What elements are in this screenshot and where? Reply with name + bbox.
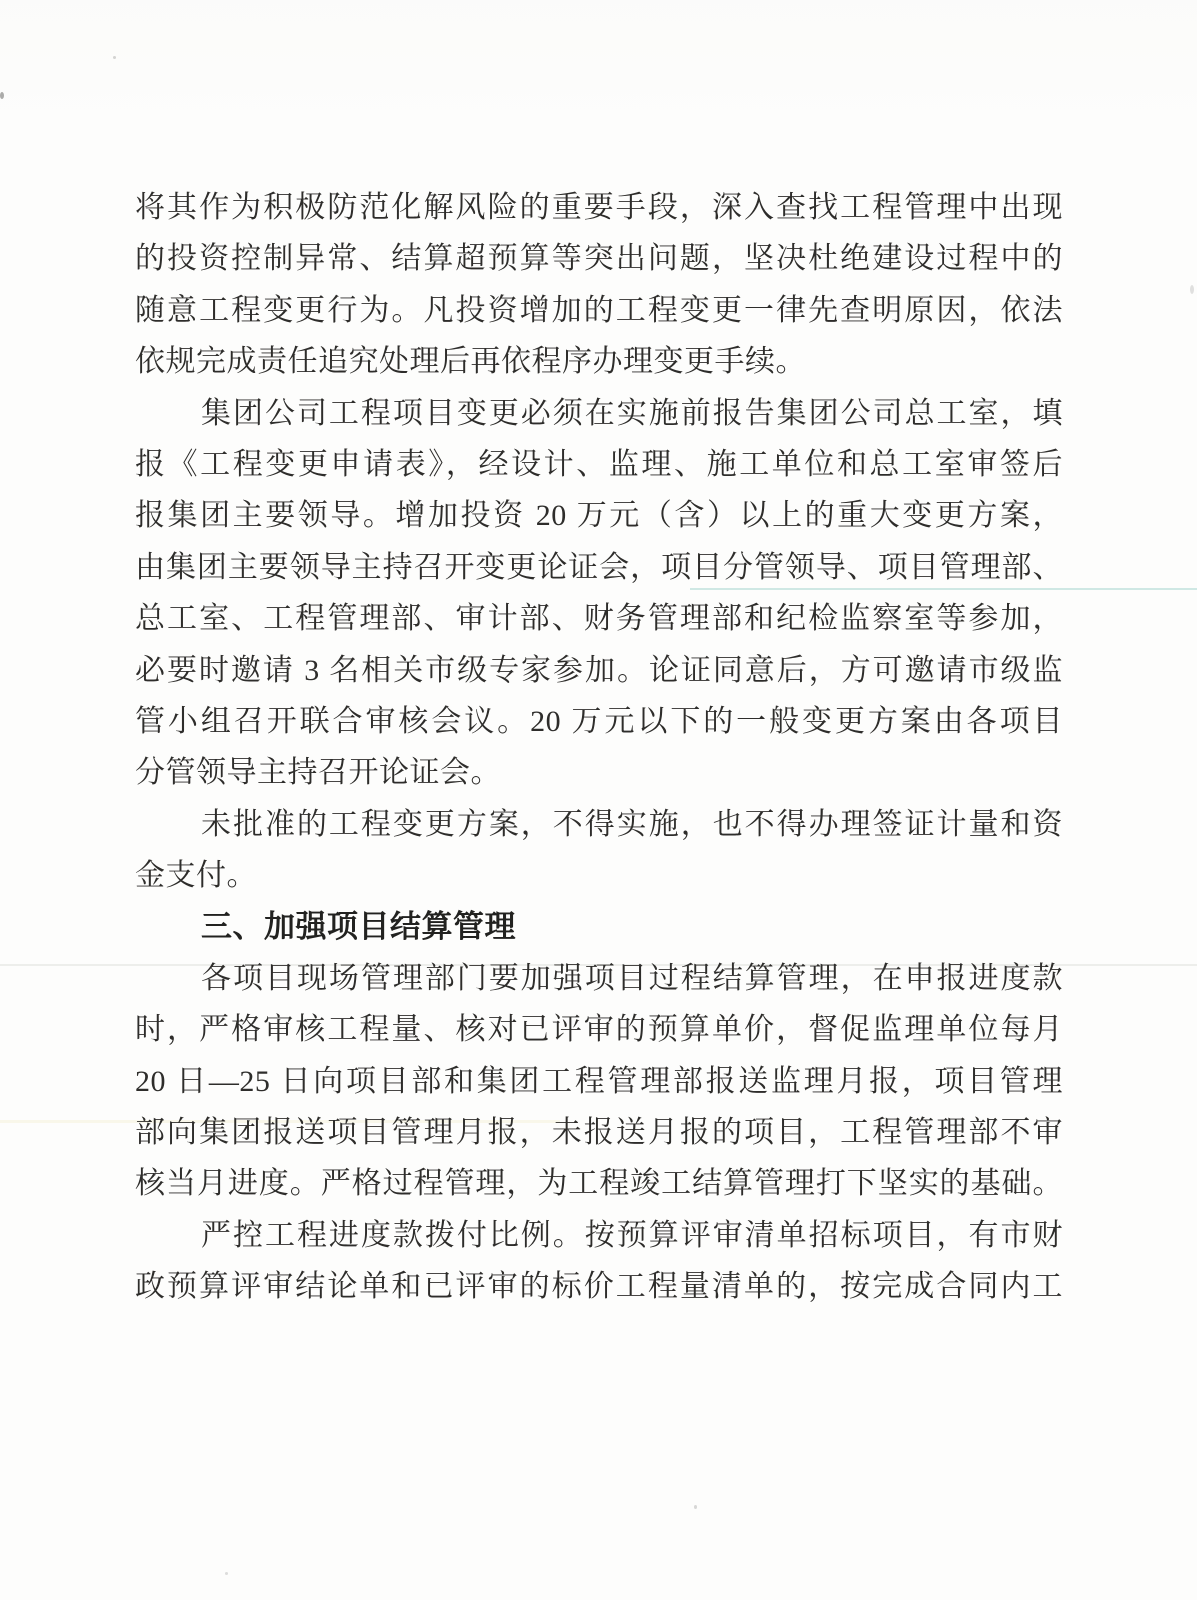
text-line: 管小组召开联合审核会议。20 万元以下的一般变更方案由各项目 <box>135 704 1063 738</box>
text-line: 总工室、工程管理部、审计部、财务管理部和纪检监察室等参加， <box>135 602 1063 636</box>
text-line: 部向集团报送项目管理月报，未报送月报的项目，工程管理部不审 <box>135 1116 1063 1150</box>
text-line: 报《工程变更申请表》，经设计、监理、施工单位和总工室审签后 <box>135 447 1063 481</box>
text-line: 依规完成责任追究处理后再依程序办理变更手续。 <box>135 345 806 379</box>
text-line: 严控工程进度款拨付比例。按预算评审清单招标项目，有市财 <box>201 1218 1063 1252</box>
text-line: 分管领导主持召开论证会。 <box>135 756 501 790</box>
text-line: 核当月进度。严格过程管理，为工程竣工结算管理打下坚实的基础。 <box>135 1167 1063 1201</box>
text-line: 将其作为积极防范化解风险的重要手段，深入查找工程管理中出现 <box>135 191 1063 224</box>
section-heading: 三、加强项目结算管理 <box>201 909 516 945</box>
scan-speck <box>1190 285 1194 294</box>
scan-speck <box>694 1505 697 1509</box>
scan-speck <box>225 1572 228 1575</box>
scan-speck <box>0 92 4 99</box>
text-line: 必要时邀请 3 名相关市级专家参加。论证同意后，方可邀请市级监 <box>135 653 1063 687</box>
text-line: 时，严格审核工程量、核对已评审的预算单价，督促监理单位每月 <box>135 1013 1063 1047</box>
text-line: 各项目现场管理部门要加强项目过程结算管理，在申报进度款 <box>201 961 1063 995</box>
text-line: 报集团主要领导。增加投资 20 万元（含）以上的重大变更方案， <box>135 499 1063 533</box>
text-line: 集团公司工程项目变更必须在实施前报告集团公司总工室，填 <box>201 396 1063 430</box>
text-line: 随意工程变更行为。凡投资增加的工程变更一律先查明原因，依法 <box>135 293 1063 327</box>
text-line: 政预算评审结论单和已评审的标价工程量清单的，按完成合同内工 <box>135 1270 1063 1304</box>
text-line: 的投资控制异常、结算超预算等突出问题，坚决杜绝建设过程中的 <box>135 242 1063 276</box>
text-line: 未批准的工程变更方案，不得实施，也不得办理签证计量和资 <box>201 807 1063 841</box>
scan-speck <box>113 56 116 59</box>
document-body <box>135 182 1063 1313</box>
text-line: 金支付。 <box>135 859 257 893</box>
text-line: 由集团主要领导主持召开变更论证会，项目分管领导、项目管理部、 <box>135 550 1063 584</box>
text-line: 20 日—25 日向项目部和集团工程管理部报送监理月报，项目管理 <box>135 1064 1063 1098</box>
